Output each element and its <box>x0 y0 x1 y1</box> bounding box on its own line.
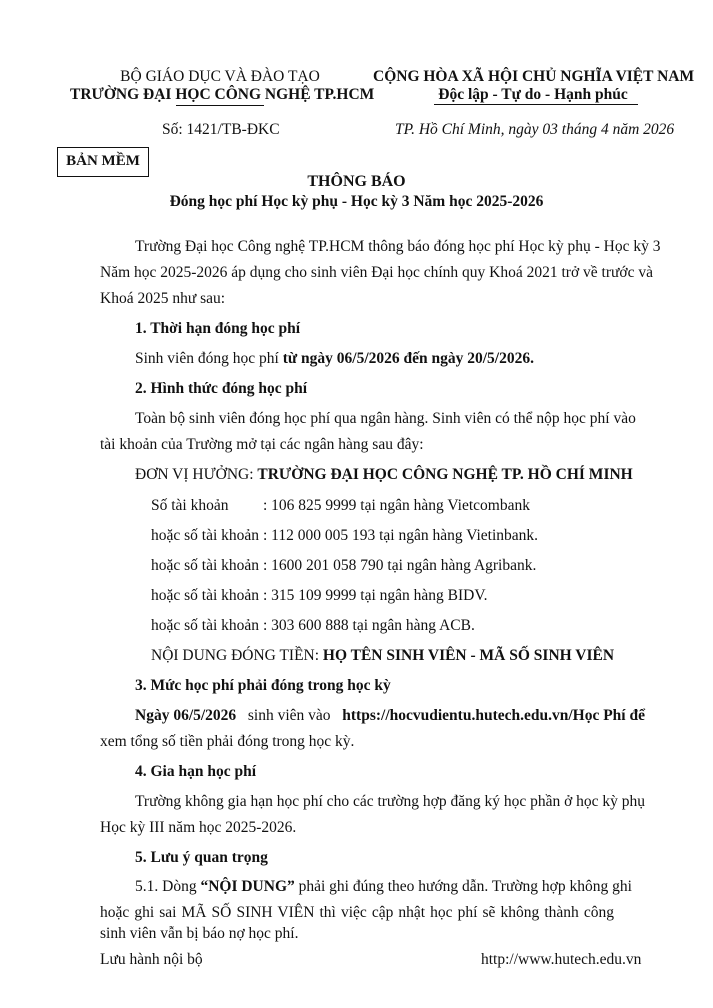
section-2-heading: 2. Hình thức đóng học phí <box>135 380 308 397</box>
header-left-underline <box>176 105 264 106</box>
header-right-underline <box>434 104 638 105</box>
footer-internal-note: Lưu hành nội bộ <box>100 951 203 968</box>
document-date: TP. Hồ Chí Minh, ngày 03 tháng 4 năm 2026 <box>395 121 675 138</box>
account-value: : 303 600 888 tại ngân hàng ACB. <box>263 617 475 634</box>
section-3-line-1 <box>135 707 645 725</box>
section-5-heading: 5. Lưu ý quan trọng <box>135 849 268 866</box>
note-prefix: 5.1. Dòng <box>135 878 201 895</box>
section-5-line-3: sinh viên vẫn bị báo nợ học phí. <box>100 925 299 942</box>
beneficiary-name: TRƯỜNG ĐẠI HỌC CÔNG NGHỆ TP. HỒ CHÍ MINH <box>257 466 633 483</box>
bank-account-2 <box>151 527 538 545</box>
payment-content-line <box>151 647 614 665</box>
payment-content-label: NỘI DUNG ĐÓNG TIỀN: <box>151 647 323 664</box>
national-motto: Độc lập - Tự do - Hạnh phúc <box>438 86 628 103</box>
intro-line-3: Khoá 2025 như sau: <box>100 290 226 307</box>
section-5-line-2: hoặc ghi sai MÃ SỐ SINH VIÊN thì việc cập nhật học phí sẽ không thành công <box>100 904 614 921</box>
section-4-line-2: Học kỳ III năm học 2025-2026. <box>100 819 297 836</box>
beneficiary-line <box>135 466 633 484</box>
section-5-line-1 <box>135 878 632 896</box>
account-label: Số tài khoản <box>151 497 229 514</box>
section-2-line-1: Toàn bộ sinh viên đóng học phí qua ngân hàng. Sinh viên có thể nộp học phí vào <box>135 410 636 427</box>
section-3-line-2: xem tổng số tiền phải đóng trong học kỳ. <box>100 733 355 750</box>
document-number: Số: 1421/TB-ĐKC <box>162 121 280 138</box>
account-value: : 106 825 9999 tại ngân hàng Vietcombank <box>263 497 530 514</box>
section-1-text <box>135 350 534 368</box>
note-rest: phải ghi đúng theo hướng dẫn. Trường hợp không ghi <box>294 878 632 895</box>
account-value: : 1600 201 058 790 tại ngân hàng Agribank. <box>263 557 537 574</box>
payment-content-value: HỌ TÊN SINH VIÊN - MÃ SỐ SINH VIÊN <box>322 647 615 664</box>
ministry-name: BỘ GIÁO DỤC VÀ ĐÀO TẠO <box>120 68 320 85</box>
account-label: hoặc số tài khoản <box>151 557 260 574</box>
account-label: hoặc số tài khoản <box>151 617 260 634</box>
section-3-heading: 3. Mức học phí phải đóng trong học kỳ <box>135 677 391 694</box>
section-4-line-1: Trường không gia hạn học phí cho các trường hợp đăng ký học phần ở học kỳ phụ <box>135 793 646 810</box>
bank-account-5 <box>151 617 475 635</box>
account-value: : 315 109 9999 tại ngân hàng BIDV. <box>263 587 488 604</box>
note-content-field: “NỘI DUNG” <box>200 878 295 895</box>
beneficiary-label: ĐƠN VỊ HƯỞNG: <box>135 466 258 483</box>
section-3-mid-text: sinh viên vào <box>247 707 331 724</box>
account-label: hoặc số tài khoản <box>151 587 260 604</box>
fee-portal-link[interactable]: https://hocvudientu.hutech.edu.vn/Học Phí để <box>342 707 645 724</box>
notice-title: THÔNG BÁO <box>307 173 406 190</box>
soft-copy-stamp: BẢN MỀM <box>57 147 149 177</box>
bank-account-4 <box>151 587 487 605</box>
country-name: CỘNG HÒA XÃ HỘI CHỦ NGHĨA VIỆT NAM <box>373 68 695 85</box>
university-name: TRƯỜNG ĐẠI HỌC CÔNG NGHỆ TP.HCM <box>70 86 375 103</box>
intro-line-1: Trường Đại học Công nghệ TP.HCM thông báo đóng học phí Học kỳ phụ - Học kỳ 3 <box>135 238 661 255</box>
payment-period: từ ngày 06/5/2026 đến ngày 20/5/2026. <box>282 350 534 367</box>
fee-check-date: Ngày 06/5/2026 <box>135 707 237 724</box>
section-1-text-prefix: Sinh viên đóng học phí <box>135 350 283 367</box>
notice-subtitle: Đóng học phí Học kỳ phụ - Học kỳ 3 Năm học 2025-2026 <box>169 193 544 210</box>
section-4-heading: 4. Gia hạn học phí <box>135 763 257 780</box>
section-1-heading: 1. Thời hạn đóng học phí <box>135 320 301 337</box>
footer-website-link[interactable]: http://www.hutech.edu.vn <box>481 951 642 968</box>
bank-account-1 <box>151 497 530 515</box>
intro-line-2: Năm học 2025-2026 áp dụng cho sinh viên Đại học chính quy Khoá 2021 trở về trước và <box>100 264 653 281</box>
section-2-line-2: tài khoản của Trường mở tại các ngân hàng sau đây: <box>100 436 424 453</box>
account-label: hoặc số tài khoản <box>151 527 260 544</box>
bank-account-3 <box>151 557 536 575</box>
account-value: : 112 000 005 193 tại ngân hàng Vietinbank. <box>263 527 539 544</box>
